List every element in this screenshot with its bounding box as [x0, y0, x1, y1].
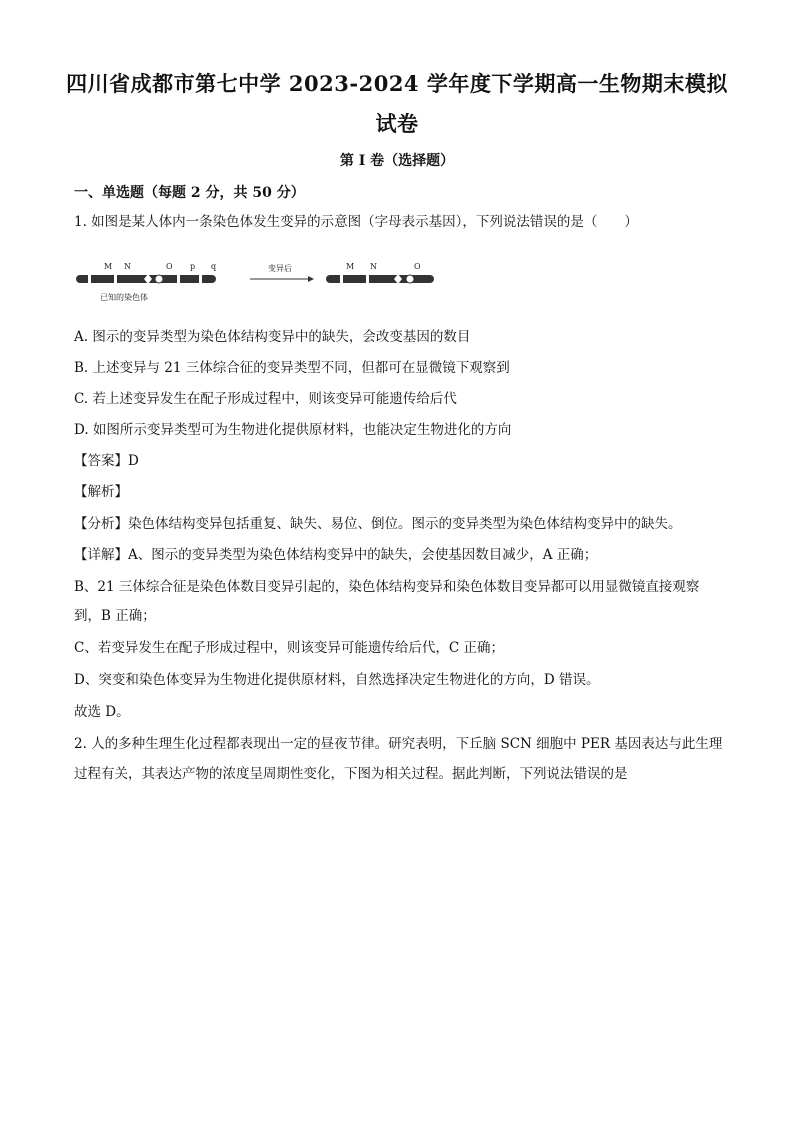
q1-option-c: C. 若上述变异发生在配子形成过程中，则该变异可能遗传给后代: [74, 391, 457, 407]
gene-label: p: [190, 262, 196, 271]
q2-stem-line1: 2. 人的多种生理生化过程都表现出一定的昼夜节律。研究表明，下丘脑 SCN 细胞中 PER 基因表达与此生理: [74, 736, 723, 752]
gene-label: N: [370, 262, 377, 271]
q1-option-b: B. 上述变异与 21 三体综合征的变异类型不同，但都可在显微镜下观察到: [74, 360, 510, 376]
q1-detail-line: 到，B 正确；: [74, 608, 156, 624]
document-title: 四川省成都市第七中学 2023-2024 学年度下学期高一生物期末模拟试卷: [66, 71, 728, 136]
q1-analysis: 【分析】染色体结构变异包括重复、缺失、易位、倒位。图示的变异类型为染色体结构变异中的缺失。: [74, 516, 682, 532]
gene-label: O: [414, 262, 421, 271]
chromosome-diagram: [74, 258, 444, 308]
arrow-label: 变异后: [268, 264, 292, 273]
q1-option-a: A. 图示的变异类型为染色体结构变异中的缺失，会改变基因的数目: [74, 329, 471, 345]
q1-detail-line: D、突变和染色体变异为生物进化提供原材料，自然选择决定生物进化的方向，D 错误。: [74, 672, 600, 688]
gene-label: M: [346, 262, 355, 271]
volume-subtitle: 第 I 卷（选择题）: [339, 153, 455, 169]
q1-option-d: D. 如图所示变异类型可为生物进化提供原材料，也能决定生物进化的方向: [74, 422, 512, 438]
original-chromosome: [76, 274, 216, 284]
section-heading: 一、单选题（每题 2 分，共 50 分）: [74, 185, 305, 201]
chromosome-caption: 已知的染色体: [100, 293, 148, 302]
mutated-chromosome: [326, 274, 434, 284]
q1-detail-line: C、若变异发生在配子形成过程中，则该变异可能遗传给后代，C 正确；: [74, 640, 504, 656]
q1-detail-line: 【详解】A、图示的变异类型为染色体结构变异中的缺失，会使基因数目减少，A 正确；: [74, 547, 598, 563]
gene-label: M: [104, 262, 113, 271]
gene-label: q: [211, 262, 217, 271]
q1-analysis-label: 【解析】: [74, 484, 128, 500]
gene-label: O: [166, 262, 173, 271]
q1-answer: 【答案】D: [74, 453, 139, 469]
arrow-head: [308, 276, 314, 282]
gene-label: N: [124, 262, 131, 271]
q2-stem-line2: 过程有关，其表达产物的浓度呈周期性变化，下图为相关过程。据此判断，下列说法错误的是: [74, 766, 628, 782]
q1-stem: 1. 如图是某人体内一条染色体发生变异的示意图（字母表示基因），下列说法错误的是（ ）: [74, 214, 638, 230]
q1-conclusion: 故选 D。: [74, 704, 130, 720]
q1-detail-line: B、21 三体综合征是染色体数目变异引起的，染色体结构变异和染色体数目变异都可以用显微镜直接观察: [74, 579, 700, 595]
